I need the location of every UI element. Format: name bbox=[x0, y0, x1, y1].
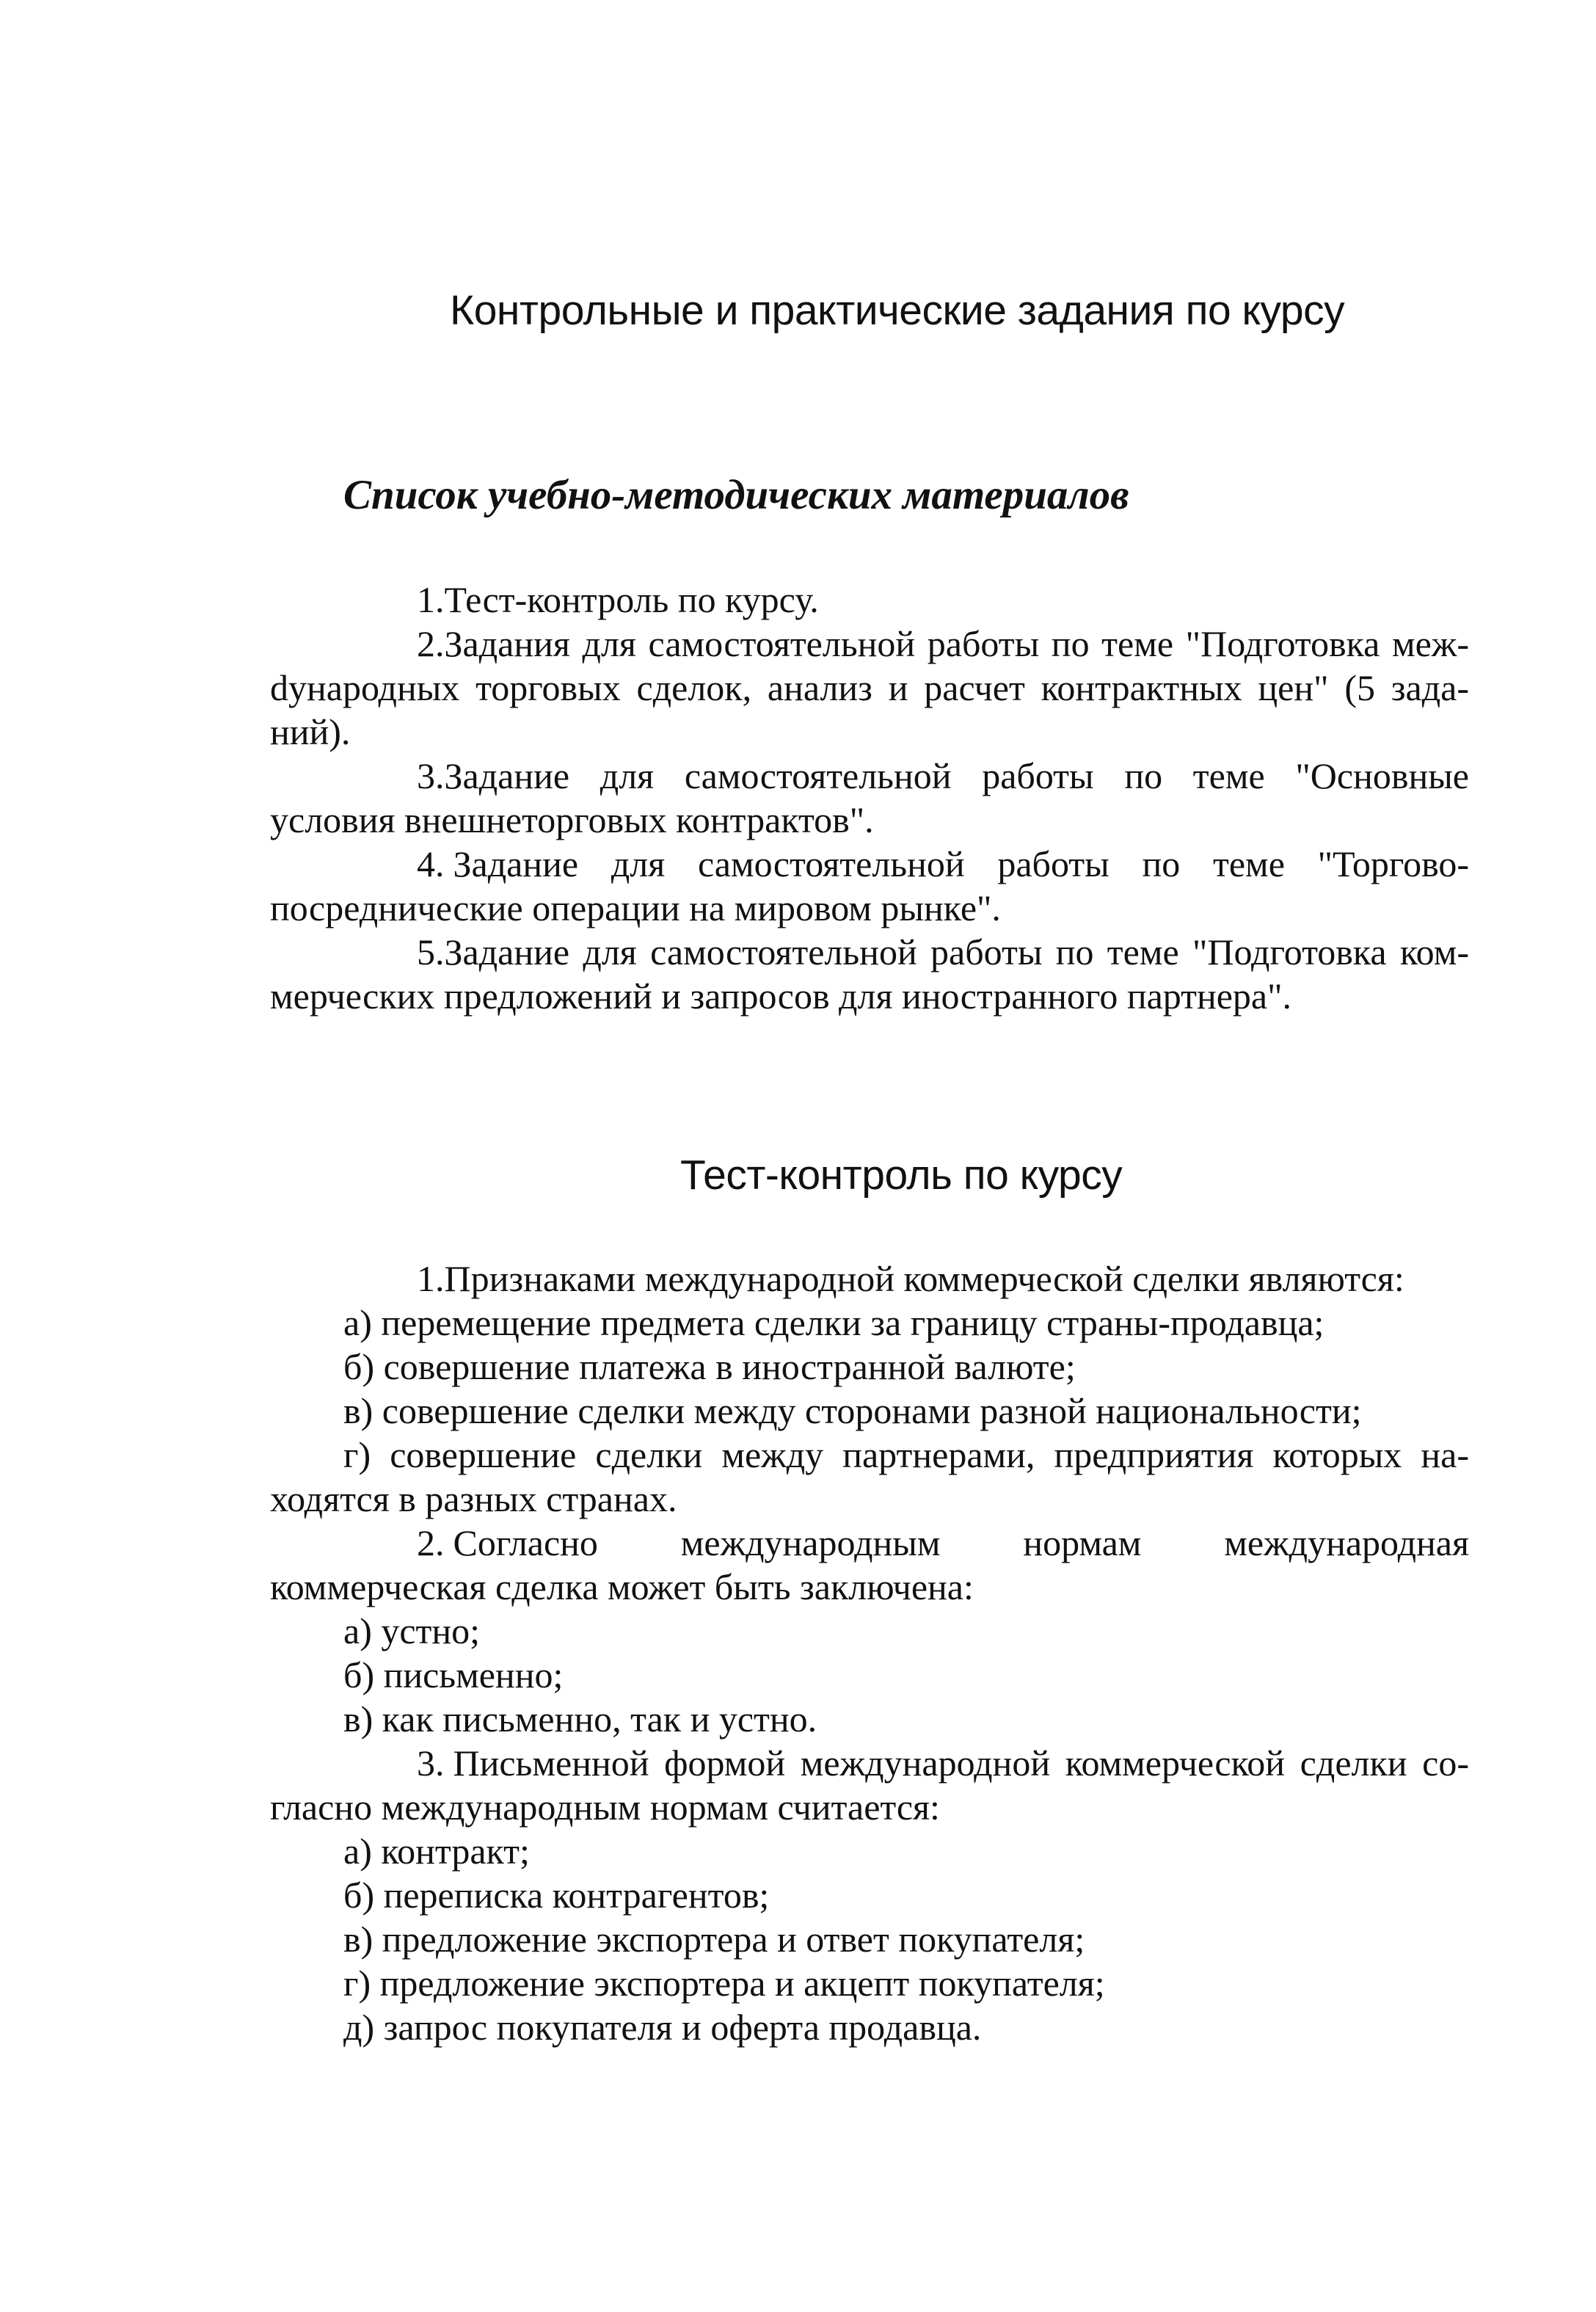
list-item-text: Задание для самостоятельной работы по теме "Основные условия внешнеторговых контрактов". bbox=[270, 755, 1469, 840]
list-item-number: 1. bbox=[417, 579, 445, 620]
question-number: 1. bbox=[417, 1258, 445, 1299]
question bbox=[270, 1741, 1469, 1829]
answer-option: г) предложение экспортера и акцепт покупателя; bbox=[343, 1963, 1105, 2004]
list-item bbox=[270, 754, 1469, 842]
list-item-text: Задания для самостоятельной работы по теме "Подготовка межdународных торговых сделок, анализ и расчет контрактных цен" (5 заданий). bbox=[270, 623, 1469, 752]
question-number: 3. bbox=[417, 1742, 445, 1784]
answer-option: б) переписка контрагентов; bbox=[343, 1875, 770, 1916]
answer-option: в) совершение сделки между сторонами разной национальности; bbox=[343, 1390, 1362, 1431]
list-item-text: Задание для самостоятельной работы по теме "Торгово-посреднические операции на мировом рынке". bbox=[270, 843, 1469, 928]
test-section-title: Тест-контроль по курсу bbox=[680, 1152, 1123, 1199]
page-title: Контрольные и практические задания по курсу bbox=[450, 287, 1345, 334]
answer-option: а) устно; bbox=[343, 1610, 481, 1651]
list-item bbox=[270, 578, 1469, 622]
list-item-text: Задание для самостоятельной работы по теме "Подготовка коммерческих предложений и запросов для иностранного партнера". bbox=[270, 931, 1469, 1017]
answer-option: а) контракт; bbox=[343, 1831, 530, 1872]
test-questions bbox=[270, 1257, 1469, 2049]
answer-option: д) запрос покупателя и оферта продавца. bbox=[343, 2007, 982, 2048]
answer-option: б) письменно; bbox=[343, 1654, 564, 1695]
question-number: 2. bbox=[417, 1522, 445, 1563]
list-item bbox=[270, 842, 1469, 930]
answer-option: в) предложение экспортера и ответ покупателя; bbox=[343, 1919, 1085, 1960]
list-item-number: 4. bbox=[417, 843, 445, 884]
list-item-text: Тест-контроль по курсу. bbox=[444, 579, 819, 620]
materials-heading: Список учебно-методических материалов bbox=[343, 472, 1129, 518]
question bbox=[270, 1521, 1469, 1609]
question-text: Согласно международным нормам международная коммерческая сделка может быть заключена: bbox=[270, 1522, 1469, 1607]
list-item bbox=[270, 930, 1469, 1018]
list-item-number: 2. bbox=[417, 623, 445, 664]
list-item-number: 3. bbox=[417, 755, 445, 796]
materials-list bbox=[270, 578, 1469, 1018]
question-text: Письменной формой международной коммерческой сделки согласно международным нормам считается: bbox=[270, 1742, 1469, 1828]
answer-option: г) совершение сделки между партнерами, предприятия которых находятся в разных странах. bbox=[270, 1434, 1469, 1519]
list-item-number: 5. bbox=[417, 931, 445, 973]
answer-option: б) совершение платежа в иностранной валюте; bbox=[343, 1346, 1076, 1387]
list-item bbox=[270, 622, 1469, 754]
answer-option: а) перемещение предмета сделки за границу страны-продавца; bbox=[343, 1302, 1324, 1343]
question-text: Признаками международной коммерческой сделки являются: bbox=[444, 1258, 1404, 1299]
question bbox=[270, 1257, 1469, 1301]
answer-option: в) как письменно, так и устно. bbox=[343, 1698, 817, 1740]
